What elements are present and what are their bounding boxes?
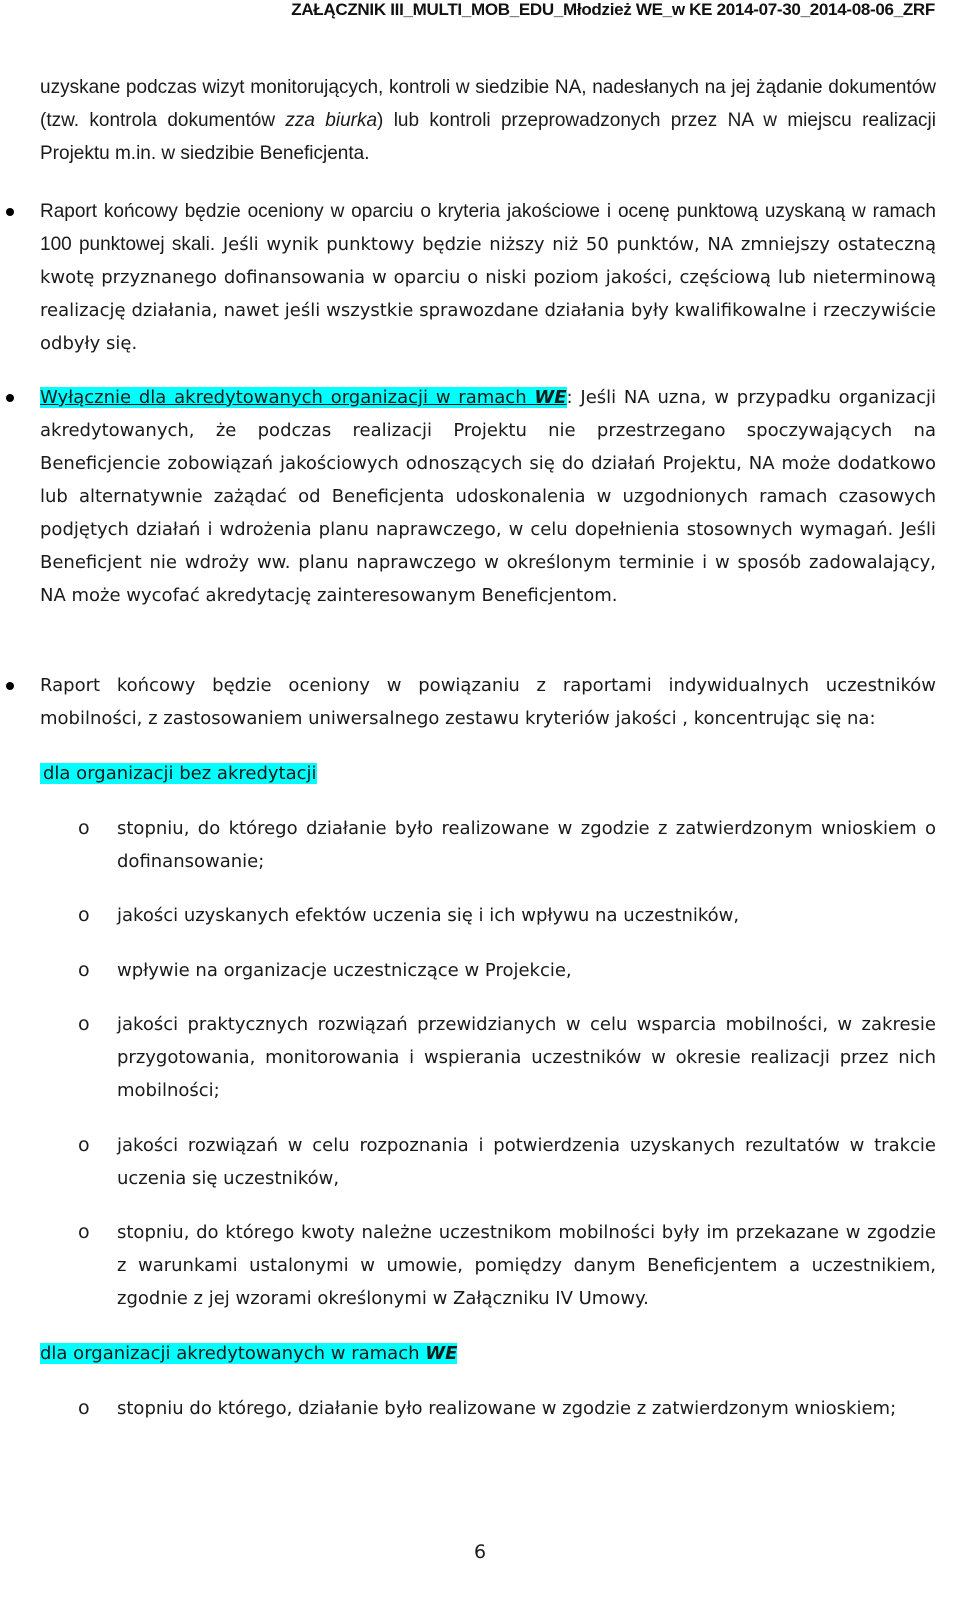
section2-heading-text: dla organizacji akredytowanych w ramach bbox=[40, 1343, 426, 1364]
bullet1-text-1: Raport końcowy będzie oceniony w oparciu o kryteria jakościowe i ocenę punktową uzyskaną w ramach 100 punktowej skali. bbox=[40, 201, 936, 255]
section1-heading: dla organizacji bez akredytacji bbox=[40, 763, 317, 784]
intro-paragraph bbox=[40, 71, 936, 170]
page-number: 6 bbox=[473, 1541, 487, 1563]
list-item: jakości praktycznych rozwiązań przewidzianych w celu wsparcia mobilności, w zakresie przygotowania, monitorowania i wspierania uczestników w okresie realizacji przez nich mobilności; bbox=[117, 1014, 936, 1101]
bullet-icon bbox=[6, 682, 14, 690]
bullet-icon bbox=[6, 208, 14, 216]
list-marker: o bbox=[78, 904, 90, 926]
list-item: jakości rozwiązań w celu rozpoznania i potwierdzenia uzyskanych rezultatów w trakcie uczenia się uczestników, bbox=[117, 1135, 936, 1189]
list-item: stopniu do którego, działanie było realizowane w zgodzie z zatwierdzonym wnioskiem; bbox=[117, 1398, 897, 1419]
list-marker: o bbox=[78, 1013, 90, 1035]
intro-italic: zza biurka bbox=[285, 110, 378, 131]
intro-text-1: uzyskane podczas wizyt monitorujących, kontroli w siedzibie NA, nadesłanych na jej żądanie dokumentów (tzw. kontrola dokumentów bbox=[40, 77, 936, 131]
section2-heading bbox=[40, 1343, 457, 1364]
list-item: jakości uzyskanych efektów uczenia się i ich wpływu na uczestników, bbox=[117, 905, 740, 926]
bullet3-paragraph: Raport końcowy będzie oceniony w powiązaniu z raportami indywidualnych uczestników mobilności, z zastosowaniem uniwersalnego zestawu kryteriów jakości , koncentrując się na: bbox=[40, 675, 936, 729]
list-item: stopniu, do którego działanie było realizowane w zgodzie z zatwierdzonym wnioskiem o dofinansowanie; bbox=[117, 818, 936, 872]
list-marker: o bbox=[78, 1397, 90, 1419]
list-marker: o bbox=[78, 817, 90, 839]
section1-heading-row bbox=[40, 757, 936, 790]
bullet-icon bbox=[6, 394, 14, 402]
list-item: wpływie na organizacje uczestniczące w Projekcie, bbox=[117, 960, 572, 981]
bullet2-paragraph bbox=[40, 381, 936, 612]
list-marker: o bbox=[78, 1134, 90, 1156]
section2-heading-row bbox=[40, 1337, 936, 1370]
we-label: WE bbox=[425, 1343, 458, 1364]
list-marker: o bbox=[78, 959, 90, 981]
accredited-highlight bbox=[40, 387, 567, 408]
accredited-highlight-text: Wyłącznie dla akredytowanych organizacji w ramach bbox=[40, 387, 535, 408]
bullet2-text: : Jeśli NA uzna, w przypadku organizacji akredytowanych, że podczas realizacji Projektu nie przestrzegano spoczywających na Beneficjencie zobowiązań jakościowych odnoszących się do działań Projektu, NA może dodatkowo lub alternatywnie zażądać od Beneficjenta udoskonalenia w uzgodnionych ramach czasowych podjętych działań i wdrożenia planu naprawczego, w celu dopełnienia stosownych wymagań. Jeśli Beneficjent nie wdroży ww. planu naprawczego w określonym terminie i w sposób zadowalający, NA może wycofać akredytację zainteresowanym Beneficjentom. bbox=[40, 387, 936, 606]
list-marker: o bbox=[78, 1221, 90, 1243]
bullet1-paragraph bbox=[40, 195, 936, 360]
bullet1-text-2: Jeśli wynik punktowy będzie niższy niż 50 punktów, NA zmniejszy ostateczną kwotę przyznanego dofinansowania w oparciu o niski poziom jakości, częściową lub nieterminową realizację działania, nawet jeśli wszystkie sprawozdane działania były kwalifikowalne i rzeczywiście odbyły się. bbox=[40, 234, 936, 354]
intro-text-2: ) lub kontroli przeprowadzonych przez NA w miejscu realizacji Projektu m.in. w siedzibie Beneficjenta. bbox=[40, 110, 936, 164]
page-header: ZAŁĄCZNIK III_MULTI_MOB_EDU_Młodzież WE_w KE 2014-07-30_2014-08-06_ZRF bbox=[291, 0, 935, 19]
list-item: stopniu, do którego kwoty należne uczestnikom mobilności były im przekazane w zgodzie z warunkami ustalonymi w umowie, pomiędzy danym Beneficjentem a uczestnikiem, zgodnie z jej wzorami określonymi w Załączniku IV Umowy. bbox=[117, 1222, 936, 1309]
we-label: WE bbox=[534, 387, 567, 408]
